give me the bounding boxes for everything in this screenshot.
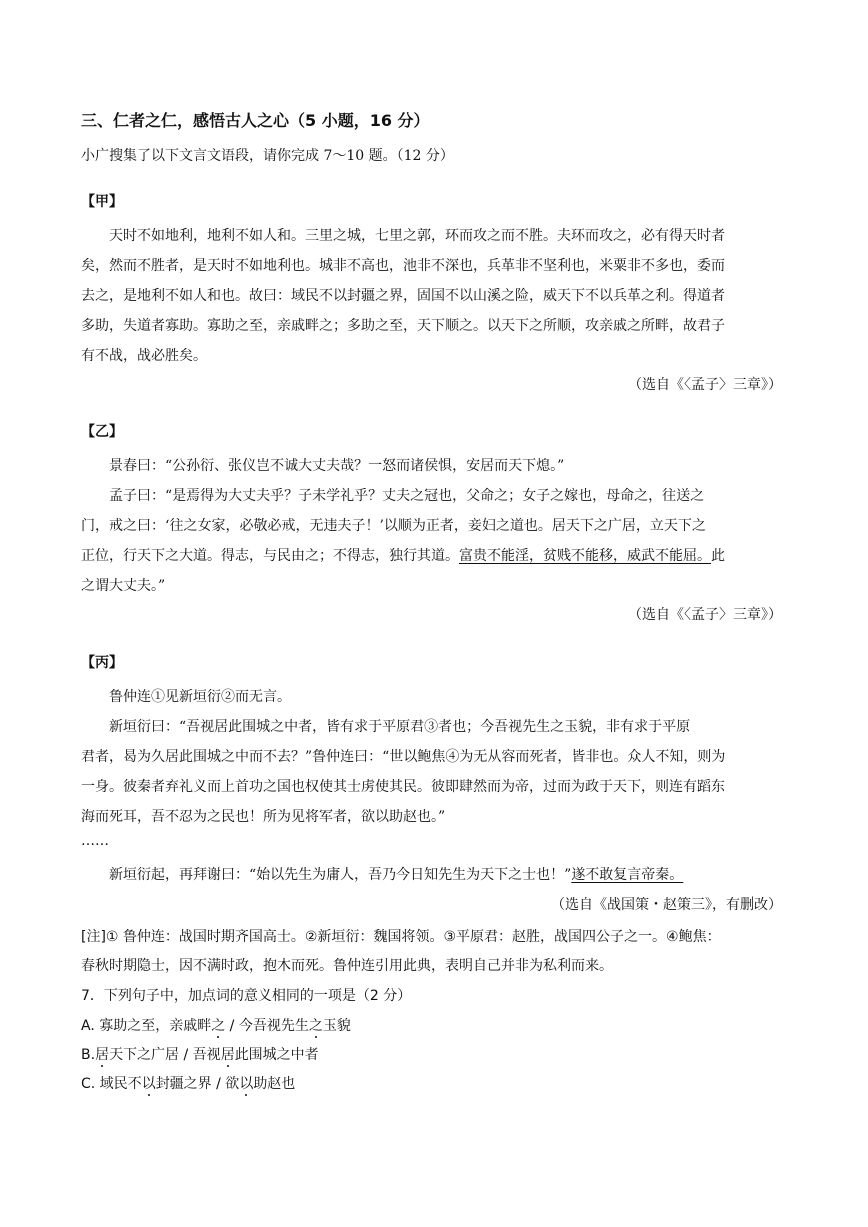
notes-line: 春秋时期隐士，因不满时政，抱木而死。鲁仲连引用此典，表明自己并非为私利而来。	[81, 958, 613, 974]
dotted-word: 居	[95, 1047, 110, 1063]
option-text: A. 寡助之至，亲戚畔	[81, 1018, 212, 1034]
option-text: 玉貌	[322, 1018, 351, 1034]
passage-jia-line: 有不战，战必胜矣。	[81, 348, 207, 364]
passage-bing-text: 为无从容而死者，皆非也。众人不知，则为	[459, 749, 726, 765]
dotted-word: 之	[211, 1018, 226, 1034]
dotted-word: 以	[239, 1076, 254, 1092]
passage-bing-text: 而无言。	[235, 689, 291, 705]
passage-yi-source: （选自《〈孟子〉三章》）	[628, 607, 782, 623]
dotted-word: 以	[141, 1076, 156, 1092]
note-marker-3: ③	[424, 719, 439, 735]
passage-bing-line	[81, 746, 725, 766]
passage-yi-text: 此	[711, 548, 725, 564]
option-text: B.	[81, 1047, 96, 1063]
passage-bing-text: 新垣衍曰：“吾视居此围城之中者，皆有求于平原君	[109, 719, 425, 735]
question-7-stem: 7．下列句子中，加点词的意义相同的一项是（2 分）	[81, 988, 412, 1004]
option-text: C. 域民不	[81, 1076, 142, 1092]
passage-yi-label: 【乙】	[81, 424, 123, 440]
passage-yi-line: 门，戒之曰：‘往之女家，必敬必戒，无违夫子！’以顺为正者，妾妇之道也。居天下之广居，立天下之	[81, 518, 706, 534]
underlined-sentence: 富贵不能淫，贫贱不能移，威武不能屈。	[459, 548, 711, 564]
option-text: 助赵也	[253, 1076, 296, 1092]
passage-bing-line	[109, 716, 690, 736]
passage-bing-label: 【丙】	[81, 655, 123, 671]
underlined-sentence: 遂不敢复言帝秦。	[571, 867, 684, 883]
option-text: 封疆之界 / 欲	[155, 1076, 240, 1092]
question-7-option-a[interactable]	[81, 1015, 351, 1035]
dotted-word: 居	[220, 1047, 235, 1063]
notes-line: [注]① 鲁仲连：战国时期齐国高士。②新垣衍：魏国将领。③平原君：赵胜，战国四公子之一。④鲍焦：	[81, 929, 721, 945]
dotted-word: 之	[308, 1018, 323, 1034]
note-marker-2: ②	[221, 689, 235, 705]
passage-yi-text: 正位，行天下之大道。得志，与民由之；不得志，独行其道。	[81, 548, 459, 564]
passage-bing-line: 一身。彼秦者弃礼义而上首功之国也权使其士虏使其民。彼即肆然而为帝，过而为政于天下，则连有蹈东	[81, 779, 725, 795]
passage-yi-line: 之谓大丈夫。”	[81, 578, 166, 594]
passage-bing-source: （选自《战国策・赵策三》，有删改）	[551, 897, 782, 913]
passage-jia-source: （选自《〈孟子〉三章》）	[628, 377, 782, 393]
passage-bing-text: 新垣衍起，再拜谢曰：“始以先生为庸人，吾乃今日知先生为天下之士也！”	[109, 867, 572, 883]
passage-bing-text: 者也；今吾视先生之玉貌，非有求于平原	[438, 719, 691, 735]
passage-bing-text: 君者，曷为久居此围城之中而不去？”鲁仲连曰：“世以鲍焦	[81, 749, 446, 765]
passage-yi-line	[81, 545, 725, 565]
note-marker-1: ①	[151, 689, 165, 705]
passage-bing-text: 鲁仲连	[109, 689, 151, 705]
passage-bing-line	[109, 864, 683, 884]
passage-bing-line: 海而死耳，吾不忍为之民也！所为见将军者，欲以助赵也。”	[81, 809, 446, 825]
question-7-option-b[interactable]	[81, 1044, 319, 1064]
passage-bing-ellipsis: ……	[81, 833, 109, 849]
question-7-option-c[interactable]	[81, 1073, 295, 1093]
passage-jia-label: 【甲】	[81, 194, 123, 210]
passage-yi-line: 孟子曰：“是焉得为大丈夫乎？子未学礼乎？丈夫之冠也，父命之；女子之嫁也，母命之，往送之	[109, 488, 705, 504]
section-intro: 小广搜集了以下文言文语段，请你完成 7～10 题。（12 分）	[81, 148, 454, 164]
passage-jia-line: 矣，然而不胜者，是天时不如地利也。城非不高也，池非不深也，兵革非不坚利也，米粟非不多也，委而	[81, 258, 725, 274]
option-text: / 今吾视先生	[225, 1018, 309, 1034]
option-text: 此围城之中者	[234, 1047, 319, 1063]
option-text: 天下之广居 / 吾视	[109, 1047, 221, 1063]
passage-jia-line: 多助，失道者寡助。寡助之至，亲戚畔之；多助之至，天下顺之。以天下之所顺，攻亲戚之所畔，故君子	[81, 318, 725, 334]
passage-jia-line: 去之，是地利不如人和也。故曰：域民不以封疆之界，固国不以山溪之险，威天下不以兵革之利。得道者	[81, 288, 725, 304]
passage-bing-line	[109, 686, 291, 706]
passage-yi-line: 景春曰：“公孙衍、张仪岂不诚大丈夫哉？一怒而诸侯惧，安居而天下熄。”	[109, 458, 565, 474]
section-title: 三、仁者之仁，感悟古人之心（5 小题，16 分）	[81, 111, 430, 130]
passage-bing-text: 见新垣衍	[165, 689, 221, 705]
passage-jia-line: 天时不如地利，地利不如人和。三里之城，七里之郭，环而攻之而不胜。夫环而攻之，必有得天时者	[109, 228, 725, 244]
note-marker-4: ④	[445, 749, 460, 765]
